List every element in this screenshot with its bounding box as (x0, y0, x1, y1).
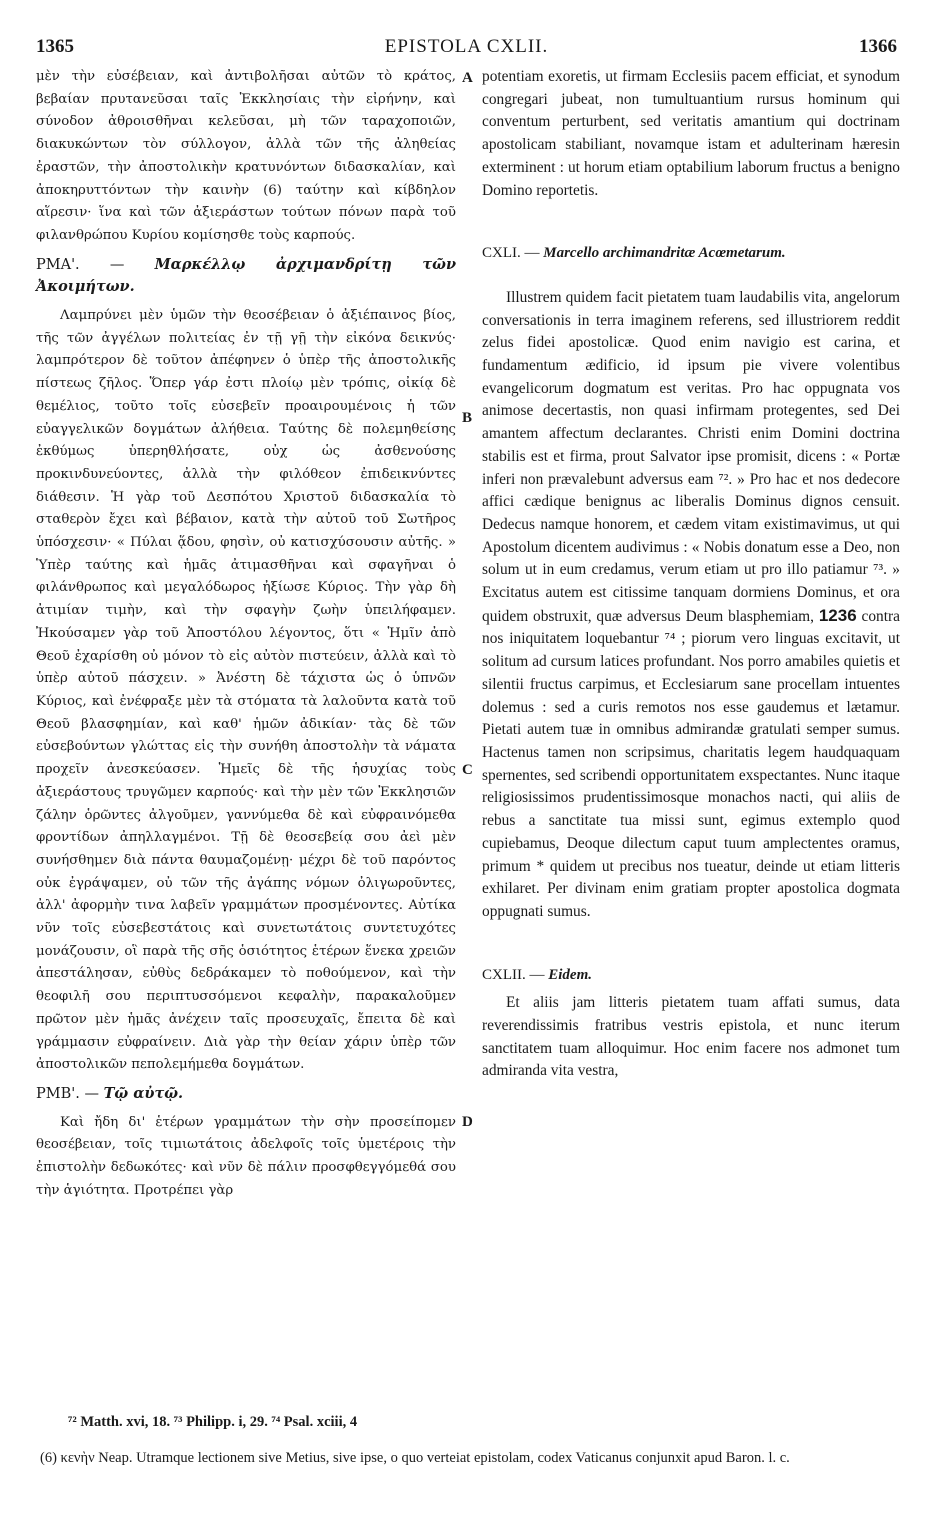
greek-column (36, 66, 456, 1202)
reference-page-marker: 1236 (818, 605, 857, 625)
margin-letter-d: D (462, 1114, 473, 1130)
latin-letter-142-heading (482, 964, 900, 987)
greek-letter-142-number: ΡΜΒ'. — (36, 1085, 99, 1102)
greek-paragraph-2: Λαμπρύνει μὲν ὑμῶν τὴν θεοσέβειαν ὁ ἀξιέπαινος βίος, τῆς τῶν ἀγγέλων πολιτείας ἐν τῇ γῇ τὴν εἰκόνα δεικνύς· λαμπρότερον δὲ τοῦτον ἀπέφηνεν ὁ ὑπὲρ τῆς ἀποστολικῆς πίστεως ζῆλος. Ὅπερ γάρ ἐστι πλοίῳ μὲν τρόπις, οἰκίᾳ δὲ θεμέλιος, τοῦτο τοῖς εὐσεβεῖν προαιρουμένοις ἡ τῶν εὐαγγελικῶν δογμάτων ἀλήθεια. Ταύτης δὲ πολεμηθείσης ἐκθύμως ὑπερηθλήσατε, οὐχ ὡς ἀσθενούσης προκινδυνεύοντες, ἀλλὰ τὴν φιλόθεον ἐπιδεικνύντες διάθεσιν. Ἡ γὰρ τοῦ Δεσπότου Χριστοῦ διδασκαλία τὸ σταθερὸν ἔχει καὶ βέβαιον, κατὰ τὴν αὐτοῦ τοῦ Σωτῆρος ὑπόσχεσιν· « Πύλαι ᾅδου, φησὶν, οὐ κατισχύσουσιν αὐτῆς. » Ὑπὲρ ταύτης καὶ ἡμᾶς ἀτιμασθῆναι καὶ σφαγῆναι ὁ φιλάνθρωπος καὶ μεγαλόδωρος ἠξίωσε Κύριος. Τὴν γὰρ δὴ ἀτιμίαν τιμὴν, καὶ τὴν σφαγὴν ζωὴν ὑπειλήφαμεν. Ἠκούσαμεν γὰρ τοῦ Ἀποστόλου λέγοντος, ὅτι « Ἡμῖν ἀπὸ Θεοῦ ἐχαρίσθη οὐ μόνον τὸ εἰς αὐτὸν πιστεύειν, ἀλλὰ καὶ τὸ ὑπὲρ αὐτοῦ πάσχειν. » Ἀνέστη δὲ τάχιστα ὡς ὁ ὑπνῶν Κύριος, καὶ ἐνέφραξε μὲν τὰ στόματα τὰ λαλοῦντα κατὰ τοῦ Θεοῦ βλασφημίαν, καὶ καθ' ἡμῶν ἀδικίαν· τὰς δὲ τῶν εὐσεβούντων γλώττας εἰς τὴν συνήθη ἀποστολὴν τὰ νάματα προχεῖν ἀνεσκεύασεν. Ἡμεῖς δὲ τῆς ἡσυχίας τοὺς ἀξιεράστους τρυγῶμεν καρπούς· καὶ τὴν μὲν τῶν Ἐκκλησιῶν ζάλην ὁρῶντες ἀλγοῦμεν, γαννύμεθα δὲ καὶ εὐφραινόμεθα φροντίδων ἀπηλλαγμένοι. Τῇ δὲ θεοσεβείᾳ σου ἀεὶ μὲν συνήσθημεν διὰ πάντα θαυμαζομένῃ· μέχρι δὲ τοῦ παρόντος οὐκ ἐγράψαμεν, οὐ τῶν τῆς ἀγάπης νόμων ὀλιγωροῦντες, ἀλλ' ἀφορμὴν τινα λαβεῖν γραμμάτων προσμένοντες. Αὐτίκα νῦν τοῖς εὐσεβεστάτοις καὶ συνετωτάτοις συντετυχότες μονάζουσιν, οἳ παρὰ τῆς σῆς ὁσιότητος ἑτέρων ἕνεκα χρειῶν ἀπεστάλησαν, εὐθὺς δεδράκαμεν τὸ ποθούμενον, καὶ τὴν θεοφιλῆ σου περιπτυσσόμενοι κεφαλὴν, παρακαλοῦμεν πρῶτον μὲν ἡμᾶς ἀνέχειν ταῖς προσευχαῖς, ἔπειτα δὲ καὶ γράμμασιν εὐφραίνειν. Διὰ γὰρ τὴν θείαν χάριν ὑπὲρ τῶν ἀποστολικῶν πεπολεμήμεθα δογμάτων. (36, 308, 456, 1073)
latin-letter-141-heading (482, 242, 900, 265)
latin-letter-142-number: CXLII. — (482, 966, 545, 983)
greek-paragraph-1: μὲν τὴν εὐσέβειαν, καὶ ἀντιβολῆσαι αὐτῶν τὸ κράτος, βεβαίαν πρυτανεῦσαι ταῖς Ἐκκλησίαις τὴν εἰρήνην, καὶ σύνοδον ἀθροισθῆναι κελεῦσαι, μὴ τῶν ταραχοποιῶν, διακυκώντων τὸν σύλλογον, ἀλλὰ τῶν τῆς ἀληθείας ἐραστῶν, τὴν ἀποστολικὴν κρατυνόντων διδασκαλίαν, καὶ ἀποκηρυττόντων τὴν καινὴν (6) ταύτην καὶ κίβδηλον αἵρεσιν· ἵνα καὶ τῶν ἀξιεράστων τούτων πόνων παρὰ τοῦ φιλανθρώπου Κυρίου κομίσησθε τοὺς καρπούς. (36, 69, 456, 243)
running-title: EPISTOLA CXLII. (384, 36, 549, 57)
latin-paragraph-1: potentiam exoretis, ut firmam Ecclesiis pacem efficiat, et synodum congregari jubeat, non tumultuantium rursus hominum qui conventum perturbent, sed veritatis amantium qui doctrinam apostolicam stabiliant, novamque istam et adulterinam hæresin exterminent : ut horum etiam optabilium laborum fructus a benigno Domino reportetis. (482, 68, 900, 199)
latin-letter-141-number: CXLI. — (482, 245, 540, 262)
scripture-references: ⁷² Matth. xvi, 18. ⁷³ Philipp. i, 29. ⁷⁴ Psal. xciii, 4 (68, 1414, 358, 1430)
latin-paragraph-2 (482, 287, 900, 924)
latin-paragraph-2-text: Illustrem quidem facit pietatem tuam laudabilis vita, angelorum conversationis in terra imaginem referens, sed illustriorem reddit zelus fidei apostolicæ. Quod enim navigio est carina, et fundamentum ædificio, id ipsum pie vivere volentibus evangelicorum dogmatum est veritas. Pro hac oppugnata vos animose decertastis, non quasi infirmam protegentes, sed Dei amantem affectum declarantes. Christi enim Domini doctrina stabilis est et firma, prout Salvator ipse promisit, dicens : « Portæ inferi non prævalebunt adversus eam ⁷². » Pro hac et nos dedecore affici cædique benignus ac liberalis Dominus dignos censuit. Dedecus namque honorem, et cædem vitam existimavimus, ut qui Apostolum dicentem audivimus : « Nobis donatum esse a Deo, non solum ut in eum credamus, verum etiam ut pro illo patiamur ⁷³. » Excitatus autem est citissime tanquam dormiens Dominus, et ora quidem obstruxit, quæ adversus Deum blasphemiam, (482, 288, 900, 625)
greek-letter-141-heading (36, 254, 456, 299)
left-page-number: 1365 (36, 36, 74, 57)
latin-letter-141-addressee: Marcello archimandritæ Acœmetarum. (543, 245, 786, 262)
margin-letter-b: B (462, 410, 473, 426)
margin-letter-c: C (462, 762, 473, 778)
page-header (36, 36, 897, 62)
greek-paragraph-3: Καὶ ἤδη δι' ἑτέρων γραμμάτων τὴν σὴν προσείπομεν θεοσέβειαν, τοῖς τιμιωτάτοις ἀδελφοῖς τοῖς ὑμετέροις τὴν ἐπιστολὴν δεδωκότες· καὶ νῦν δὲ πάλιν προσφθεγγόμεθά σου τὴν ἁγιότητα. Προτρέπει γὰρ (36, 1114, 456, 1198)
footnotes (40, 1412, 897, 1468)
greek-letter-142-addressee: Τῷ αὐτῷ. (103, 1084, 184, 1102)
greek-letter-141-addressee: Μαρκέλλῳ ἀρχιμανδρίτῃ τῶν Ἀκοιμήτων. (36, 255, 457, 296)
greek-letter-142-heading (36, 1083, 456, 1106)
right-page-number: 1366 (859, 36, 897, 57)
textual-note: (6) κενὴν Neap. Utramque lectionem sive Metius, sive ipse, o quo verteiat epistolam, codex Vaticanus conjunxit apud Baron. l. c. (40, 1450, 790, 1466)
latin-letter-142-addressee: Eidem. (548, 966, 592, 983)
latin-column (482, 66, 900, 1083)
latin-paragraph-2-continuation: contra nos iniquitatem loquebantur ⁷⁴ ; piorum vero linguas excitavit, ut solitum ad cursum latices profundant. Nos porro amabiles quietis et silentii fructus carpimus, et Ecclesiarum sane procellam intuentes dolemus : sed a curis remotos nos esse gaudemus et lætamur. Pietati autem tuæ in omnibus admirandæ gratulati semper sumus. Hactenus tamen non scripsimus, charitatis legem haudquaquam spernentes, sed scribendi opportunitatem exspectantes. Nunc itaque religiosissimos prudentissimosque monachos nacti, qui aliis de rebus a sanctitate tua missi sunt, egimus extemplo quod cupiebamus, Deoque dilectum caput tuum amplectentes oramus, primum * quidem ut precibus nos tueatur, deinde ut etiam litteris exhilaret. Per divinam enim gratiam propter apostolica dogmata oppugnati sumus. (482, 607, 900, 920)
greek-letter-141-number: ΡΜΑ'. — (36, 256, 125, 273)
margin-letter-a: A (462, 70, 473, 86)
latin-paragraph-3: Et aliis jam litteris pietatem tuam affati sumus, data reverendissimis fratribus vestris epistola, et nunc iterum sanctitatem tuam alloquimur. Hoc enim facere nos admonet tum admiranda vita vestra, (482, 994, 900, 1080)
